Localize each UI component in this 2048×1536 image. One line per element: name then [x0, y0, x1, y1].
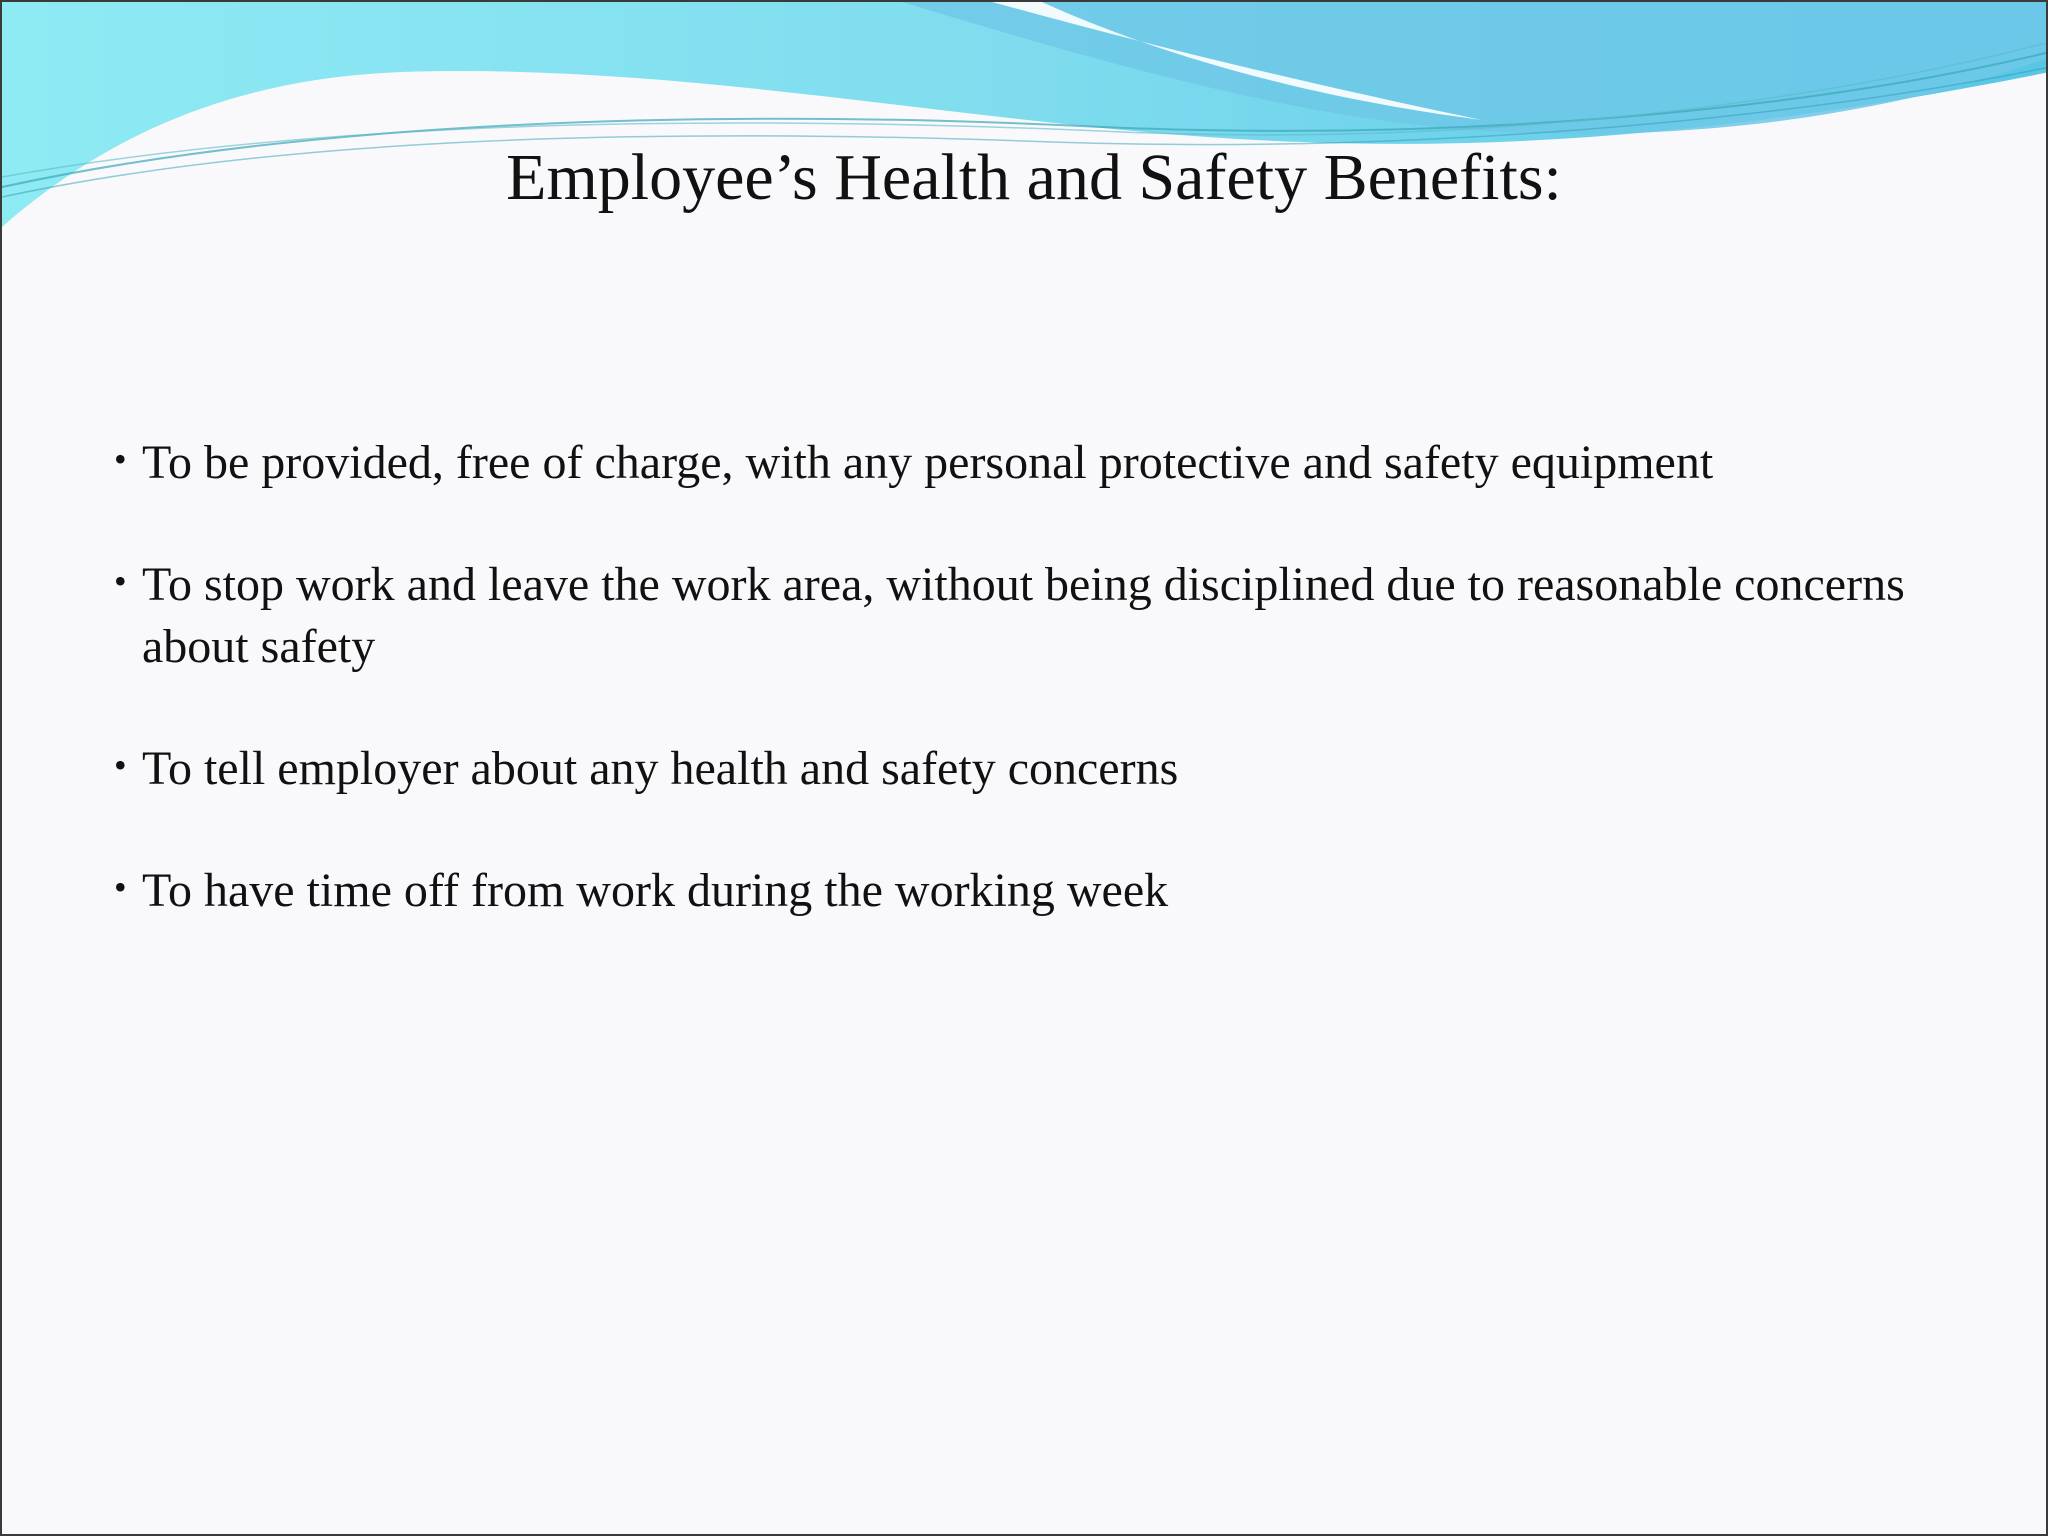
list-item — [114, 738, 1994, 800]
bullet-text: To have time off from work during the working week — [142, 864, 1169, 917]
list-item — [114, 554, 1994, 678]
bullet-text: To tell employer about any health and safety concerns — [142, 742, 1179, 795]
list-item — [114, 432, 1994, 494]
bullet-text: To be provided, free of charge, with any personal protective and safety equipment — [142, 436, 1714, 489]
header-wave-decoration — [2, 2, 2048, 262]
bullet-text: To stop work and leave the work area, without being disciplined due to reasonable concerns about safety — [142, 558, 1905, 673]
bullet-icon: • — [114, 561, 127, 601]
bullet-icon: • — [114, 867, 127, 907]
bullet-list — [114, 432, 1994, 982]
slide-title: Employee’s Health and Safety Benefits: — [506, 141, 1562, 214]
list-item — [114, 860, 1994, 922]
bullet-icon: • — [114, 439, 127, 479]
bullet-icon: • — [114, 745, 127, 785]
